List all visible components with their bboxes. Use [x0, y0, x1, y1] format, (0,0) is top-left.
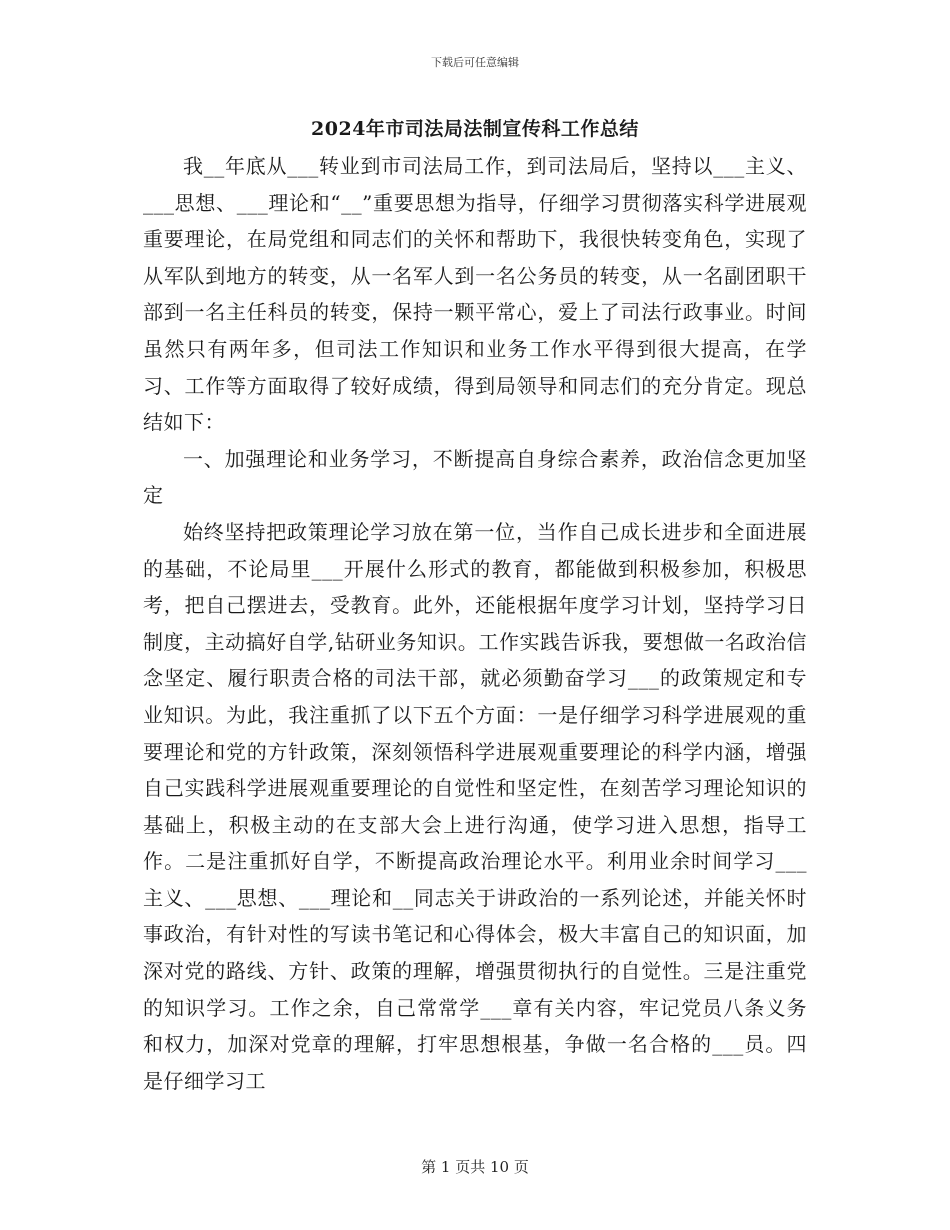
paragraph-study: 始终坚持把政策理论学习放在第一位，当作自己成长进步和全面进展的基础，不论局里___开展什么形式的教育，都能做到积极参加，积极思考，把自己摆进去，受教育。此外，还能根据年度学习计划，坚持学习日制度，主动搞好自学,钻研业务知识。工作实践告诉我，要想做一名政治信念坚定、履行职责合格的司法干部，就必须勤奋学习___的政策规定和专业知识。为此，我注重抓了以下五个方面：一是仔细学习科学进展观的重要理论和党的方针政策，深刻领悟科学进展观重要理论的科学内涵，增强自己实践科学进展观重要理论的自觉性和坚定性，在刻苦学习理论知识的基础上，积极主动的在支部大会上进行沟通，使学习进入思想，指导工作。二是注重抓好自学，不断提高政治理论水平。利用业余时间学习___主义、___思想、___理论和__同志关于讲政治的一系列论述，并能关怀时事政治，有针对性的写读书笔记和心得体会，极大丰富自己的知识面，加深对党的路线、方针、政策的理解，增强贯彻执行的自觉性。三是注重党的知识学习。工作之余，自己常常学___章有关内容，牢记党员八条义务和权力，加深对党章的理解，打牢思想根基，争做一名合格的___员。四是仔细学习工 — [143, 519, 807, 1093]
page-number: 第 1 页共 10 页 — [421, 1158, 529, 1176]
document-body — [143, 148, 807, 1099]
paragraph-intro: 我__年底从___转业到市司法局工作，到司法局后，坚持以___主义、___思想、___理论和“__”重要思想为指导，仔细学习贯彻落实科学进展观重要理论，在局党组和同志们的关怀和帮助下，我很快转变角色，实现了从军队到地方的转变，从一名军人到一名公务员的转变，从一名副团职干部到一名主任科员的转变，保持一颗平常心，爱上了司法行政事业。时间虽然只有两年多，但司法工作知识和业务工作水平得到很大提高，在学习、工作等方面取得了较好成绩，得到局领导和同志们的充分肯定。现总结如下： — [143, 154, 807, 435]
section-heading-1: 一、加强理论和业务学习，不断提高自身综合素养，政治信念更加坚定 — [143, 446, 807, 508]
header-note: 下载后可任意编辑 — [431, 56, 519, 69]
document-title: 2024年市司法局法制宣传科工作总结 — [311, 118, 639, 140]
